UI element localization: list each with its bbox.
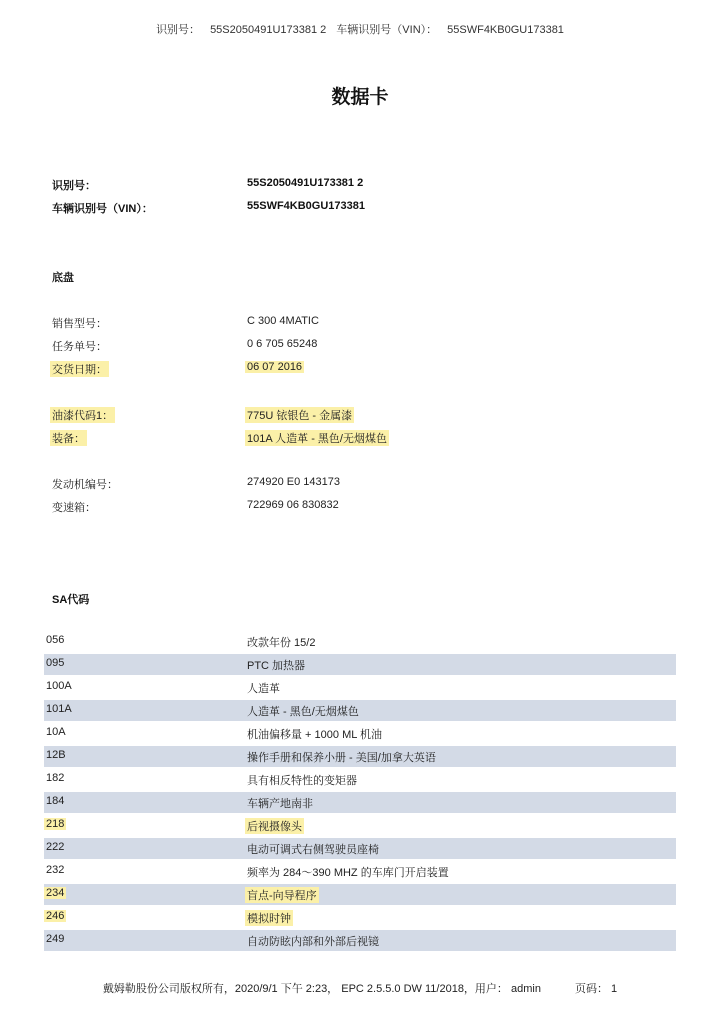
header-id-value: 55S2050491U173381 2	[210, 24, 327, 36]
sa-code: 095	[46, 657, 65, 669]
table-row	[44, 907, 676, 928]
delivery-date-value: 06 07 2016	[247, 361, 303, 373]
footer-page-number: 1	[611, 983, 618, 995]
sa-code: 249	[46, 933, 65, 945]
engine-no-label: 发动机编号：	[52, 479, 118, 491]
order-no-row	[0, 336, 720, 354]
paint-code-row	[0, 405, 720, 423]
table-row	[44, 792, 676, 813]
sa-description: 电动可调式右侧驾驶员座椅	[247, 844, 379, 856]
table-row	[44, 631, 676, 652]
chassis-heading: 底盘	[52, 272, 74, 284]
paint-code-value: 775U 铱银色 - 金属漆	[245, 407, 354, 423]
sa-description: PTC 加热器	[247, 660, 306, 672]
sa-description: 自动防眩内部和外部后视镜	[247, 936, 379, 948]
ident-row-vin	[0, 198, 720, 216]
header-vin-value: 55SWF4KB0GU173381	[447, 24, 564, 36]
sa-code: 218	[46, 818, 65, 830]
table-row	[44, 884, 676, 905]
ident-row-id	[0, 175, 720, 193]
table-row	[44, 677, 676, 698]
engine-no-row	[0, 474, 720, 492]
table-row	[44, 769, 676, 790]
sa-description: 后视摄像头	[245, 818, 304, 834]
sa-description: 盲点-向导程序	[245, 887, 319, 903]
delivery-date-row	[0, 359, 720, 377]
table-row	[44, 838, 676, 859]
sa-heading: SA代码	[52, 594, 90, 606]
equipment-label: 装备：	[50, 430, 87, 446]
delivery-date-label: 交货日期：	[50, 361, 109, 377]
sa-code: 182	[46, 772, 65, 784]
ident-vin-value: 55SWF4KB0GU173381	[247, 200, 366, 212]
footer-page-label: 页码：	[574, 983, 608, 995]
sa-description: 操作手册和保养小册 - 美国/加拿大英语	[247, 752, 436, 764]
table-row	[44, 654, 676, 675]
sales-model-value: C 300 4MATIC	[247, 315, 319, 327]
sa-code: 100A	[46, 680, 72, 692]
sa-code-table	[44, 631, 676, 953]
sa-code: 12B	[46, 749, 66, 761]
sales-model-row	[0, 313, 720, 331]
page-footer	[0, 980, 720, 996]
transmission-value: 722969 06 830832	[247, 499, 339, 511]
order-no-value: 0 6 705 65248	[247, 338, 318, 350]
table-row	[44, 815, 676, 836]
sa-description: 改款年份 15/2	[247, 637, 316, 649]
header-id-label: 识别号：	[156, 24, 201, 36]
ident-id-label: 识别号：	[52, 180, 96, 192]
transmission-label: 变速箱：	[52, 502, 96, 514]
table-row	[44, 861, 676, 882]
paint-code-label: 油漆代码1：	[50, 407, 115, 423]
header-vin-label: 车辆识别号（VIN）：	[336, 24, 438, 36]
sa-code: 234	[46, 887, 65, 899]
sa-description: 人造革	[247, 683, 280, 695]
sa-code: 10A	[46, 726, 66, 738]
sa-description: 频率为 284～390 MHZ 的车库门开启装置	[247, 867, 449, 879]
sa-description: 车辆产地南非	[247, 798, 313, 810]
sa-description: 人造革 - 黑色/无烟煤色	[247, 706, 359, 718]
sa-code: 101A	[46, 703, 72, 715]
sa-code: 184	[46, 795, 65, 807]
sa-description: 机油偏移量 + 1000 ML 机油	[247, 729, 382, 741]
sa-code: 056	[46, 634, 65, 646]
table-row	[44, 746, 676, 767]
transmission-row	[0, 497, 720, 515]
ident-vin-label: 车辆识别号（VIN）：	[52, 203, 153, 215]
page-title: 数据卡	[331, 87, 389, 108]
sa-description: 具有相反特性的变矩器	[247, 775, 357, 787]
table-row	[44, 930, 676, 951]
table-row	[44, 700, 676, 721]
equipment-row	[0, 428, 720, 446]
engine-no-value: 274920 E0 143173	[247, 476, 340, 488]
order-no-label: 任务单号：	[52, 341, 107, 353]
sa-code: 222	[46, 841, 65, 853]
ident-id-value: 55S2050491U173381 2	[247, 177, 364, 189]
sa-code: 232	[46, 864, 65, 876]
equipment-value: 101A 人造革 - 黑色/无烟煤色	[245, 430, 389, 446]
footer-copyright: 戴姆勒股份公司版权所有，2020/9/1 下午 2:23， EPC 2.5.5.0 DW 11/2018，用户： admin	[102, 983, 541, 995]
sa-code: 246	[46, 910, 65, 922]
page-header	[0, 21, 720, 37]
table-row	[44, 723, 676, 744]
sa-description: 模拟时钟	[245, 910, 293, 926]
sales-model-label: 销售型号：	[52, 318, 107, 330]
